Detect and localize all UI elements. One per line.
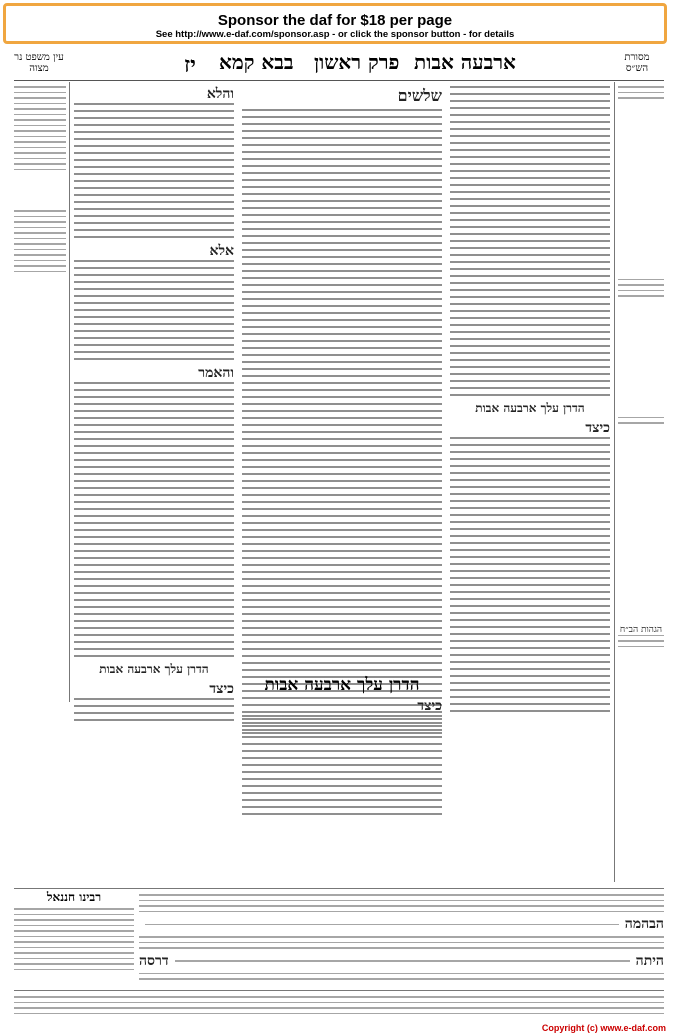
commentary-head-vehala: והלא (206, 86, 234, 102)
rabbeinu-chananel-text (14, 908, 134, 974)
margin-divider-left (69, 82, 70, 702)
bottom-commentary (139, 894, 664, 984)
ein-mishpat-label: עין משפט נר מצוה (14, 52, 64, 74)
hagahot-label: הגהות הב״ח (619, 624, 663, 635)
rabbeinu-chananel-heading: רבינו חננאל (46, 890, 102, 904)
rashi-column (450, 86, 610, 717)
ein-mishpat-column (14, 86, 66, 276)
commentary-head-ela: אלא (209, 243, 234, 259)
chapter-label: פרק ראשון (314, 50, 400, 74)
notes-divider (14, 990, 664, 991)
tosafot-column (74, 86, 234, 726)
copyright-notice[interactable]: Copyright (c) www.e-daf.com (541, 1023, 666, 1033)
bottom-head-hayta: היתה (635, 952, 664, 969)
commentary-head-keitzad-right: כיצד (585, 420, 610, 436)
sponsor-banner[interactable] (3, 3, 667, 44)
bottom-head-darsa: דרסה (139, 952, 169, 969)
masoret-hashas-column (618, 86, 664, 651)
footer-divider (14, 888, 664, 889)
commentary-hadran-left: הדרן עלך ארבעה אבות (99, 662, 209, 676)
commentary-hadran-right: הדרן עלך ארבעה אבות (475, 401, 585, 415)
gemara-column (242, 86, 442, 739)
mishnah-block (242, 698, 442, 820)
mishnah-keitzad: כיצד (417, 698, 442, 714)
chapter-name: ארבעה אבות (414, 50, 516, 74)
tractate-name: בבא קמא (219, 50, 294, 74)
commentary-head-vehaamar: והאמר (198, 365, 234, 381)
page-number: יז (184, 52, 196, 78)
talmud-page (14, 50, 664, 1020)
page-header (14, 50, 664, 81)
margin-divider-right (614, 82, 615, 882)
commentary-head-keitzad-left: כיצד (209, 681, 234, 697)
main-hadran-heading: הדרן עלך ארבעה אבות (264, 675, 420, 695)
sponsor-title[interactable]: Sponsor the daf for $18 per page (217, 12, 453, 29)
opening-word: שלשים (397, 86, 442, 105)
sponsor-subtitle[interactable]: See http://www.e-daf.com/sponsor.asp - or click the sponsor button - for details (155, 29, 515, 40)
masoret-hashas-label: מסורת הש״ס (624, 52, 650, 74)
bottom-head-habehema: הבהמה (624, 916, 664, 932)
footnotes (14, 996, 664, 1018)
